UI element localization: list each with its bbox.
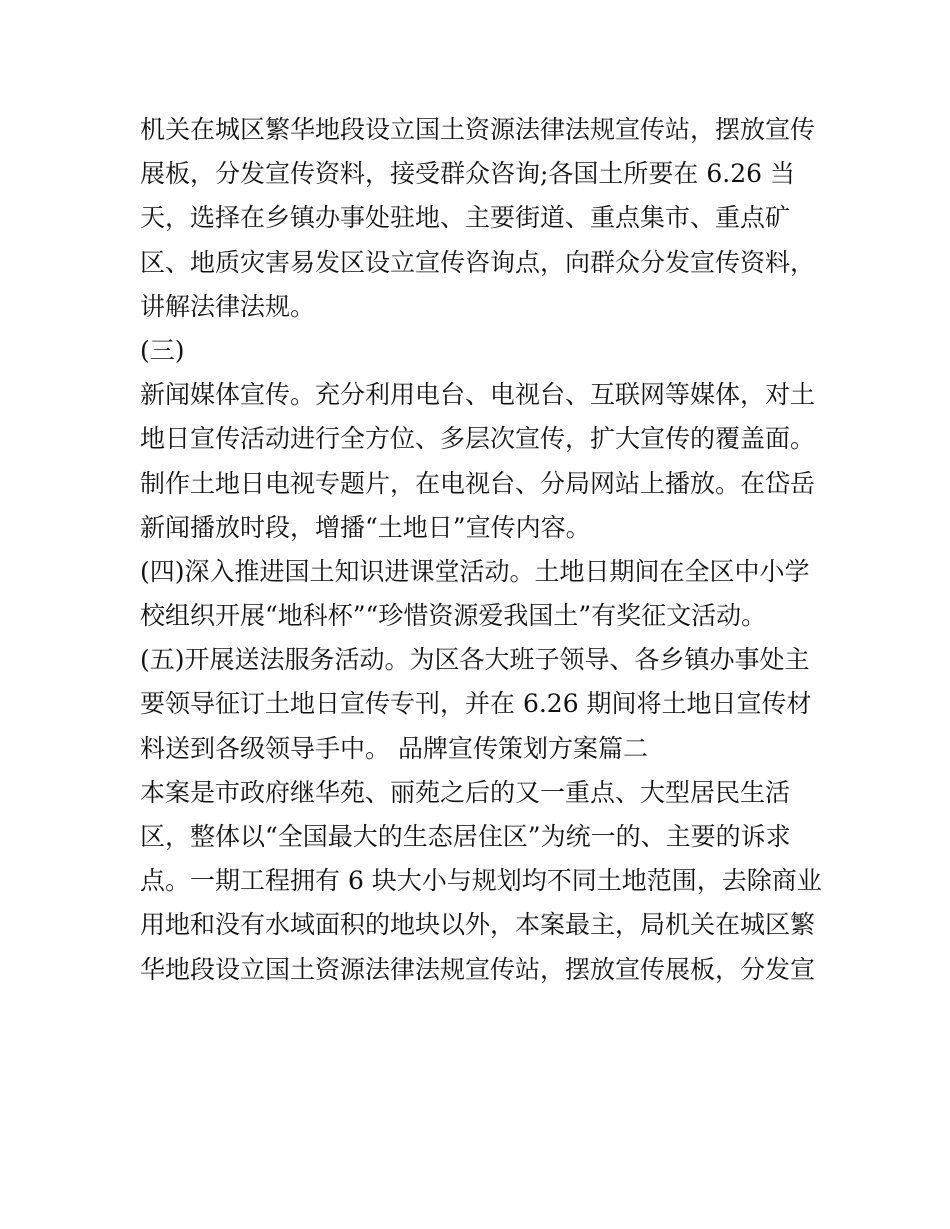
section-heading: (三) xyxy=(140,335,185,365)
text-line: 制作土地日电视专题片，在电视台、分局网站上播放。在岱岳 xyxy=(140,468,816,498)
text-line: 天，选择在乡镇办事处驻地、主要街道、重点集市、重点矿 xyxy=(140,203,791,233)
text-line: 要领导征订土地日宣传专刊，并在 6.26 期间将土地日宣传材 xyxy=(140,689,812,719)
text-line: 料送到各级领导手中。 品牌宣传策划方案篇二 xyxy=(140,733,648,763)
text-line: 讲解法律法规。 xyxy=(140,291,316,321)
text-line: 点。一期工程拥有 6 块大小与规划均不同土地范围，去除商业 xyxy=(140,866,822,896)
document-body xyxy=(140,108,820,992)
text-line: 校组织开展“地科杯”“珍惜资源爱我国土”有奖征文活动。 xyxy=(140,601,767,631)
text-line: 本案是市政府继华苑、丽苑之后的又一重点、大型居民生活 xyxy=(140,777,791,807)
text-line: 新闻播放时段，增播“土地日”宣传内容。 xyxy=(140,512,591,542)
text-line: (五)开展送法服务活动。为区各大班子领导、各乡镇办事处主 xyxy=(140,645,810,675)
text-line: 区，整体以“全国最大的生态居住区”为统一的、主要的诉求 xyxy=(140,822,791,851)
text-line: 新闻媒体宣传。充分利用电台、电视台、互联网等媒体，对土 xyxy=(140,380,816,410)
text-line: (四)深入推进国土知识进课堂活动。土地日期间在全区中小学 xyxy=(140,556,810,586)
text-line: 华地段设立国土资源法律法规宣传站，摆放宣传展板，分发宣 xyxy=(140,954,816,984)
text-line: 展板，分发宣传资料，接受群众咨询;各国土所要在 6.26 当 xyxy=(140,159,795,189)
text-line: 用地和没有水域面积的地块以外，本案最主，局机关在城区繁 xyxy=(140,910,816,940)
text-line: 机关在城区繁华地段设立国土资源法律法规宣传站，摆放宣传 xyxy=(140,115,816,144)
text-line: 区、地质灾害易发区设立宣传咨询点，向群众分发宣传资料， xyxy=(140,247,816,277)
text-line: 地日宣传活动进行全方位、多层次宣传，扩大宣传的覆盖面。 xyxy=(140,424,816,454)
